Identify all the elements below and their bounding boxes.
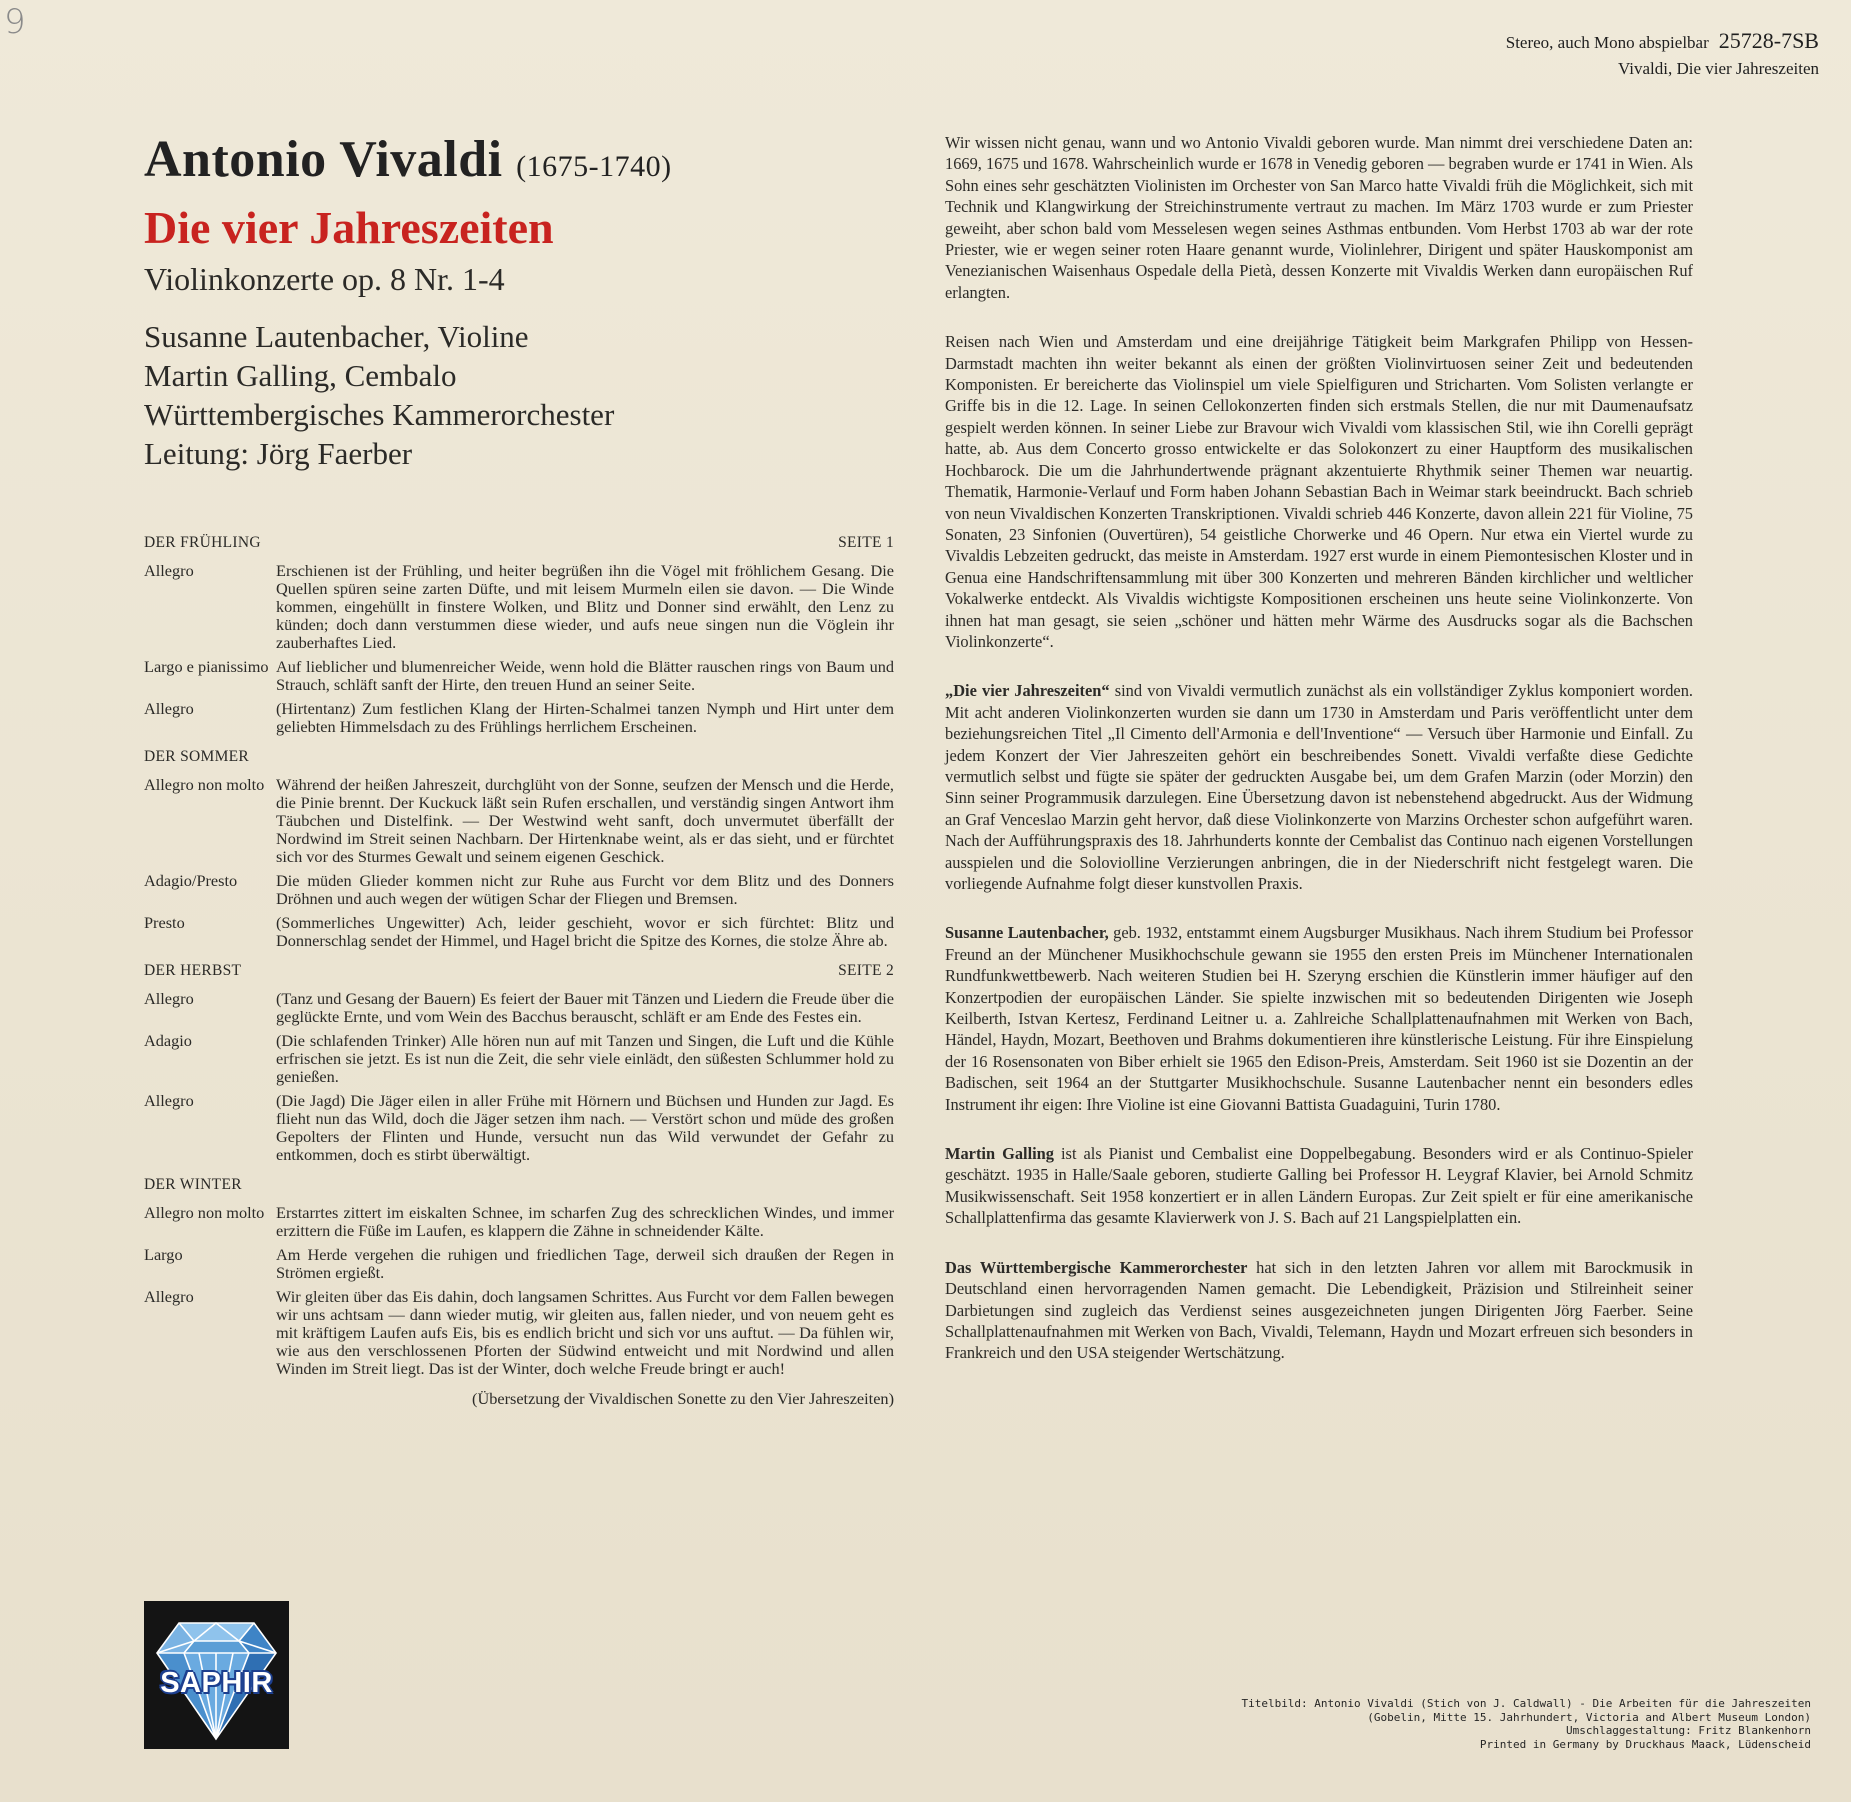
paragraph-body: hat sich in den letzten Jahren vor allem mit Barockmusik in Deutschland einen hervorragenden Namen gemacht. Die Lebendigkeit, Präzision und Stilreinheit seiner Darbietungen sind zugleich das Verdienst seines ausgezeichneten jungen Dirigenten Jörg Faerber. Seine Schallplattenaufnahmen mit Werken von Bach, Vivaldi, Telemann, Haydn und Mozart erfreuen sich besonders in Frankreich und den USA steigender Wertschätzung. (945, 1257, 1693, 1363)
movement-text: (Die Jagd) Die Jäger eilen in aller Frühe mit Hörnern und Büchsen und Hunden zur Jagd. Es flieht nun das Wild, doch die Jäger setzen ihm nach. — Verstört schon und müde des großen Gepolters der Flinten und Hunde, versucht nun das Wild verwundet der Gefahr zu entkommen, doch es stirbt überwältigt. (276, 1091, 894, 1164)
movement-text: (Die schlafenden Trinker) Alle hören nun auf mit Tanzen und Singen, die Luft und die Kühle erfrischen sie jetzt. Es ist nun die Zeit, die sehr viele einlädt, den süßesten Schlummer hold zu genießen. (276, 1031, 894, 1086)
paragraph-lead: Susanne Lautenbacher, (945, 923, 1109, 943)
composer-name: Antonio Vivaldi (144, 131, 503, 188)
credit-printer: Printed in Germany by Druckhaus Maack, Lüdenscheid (1479, 1737, 1811, 1751)
title-block (144, 130, 784, 473)
movement-tempo: Allegro non molto (144, 1203, 265, 1222)
movement-row (144, 1204, 894, 1240)
movement-tempo: Allegro (144, 1287, 194, 1306)
credits-block (1241, 1697, 1811, 1751)
movement-row (144, 1092, 894, 1164)
movement-row (144, 990, 894, 1026)
season-heading (144, 748, 894, 766)
season-title: DER SOMMER (144, 748, 250, 765)
season-block (144, 534, 894, 736)
season-heading (144, 962, 894, 980)
season-block (144, 1176, 894, 1378)
movement-row (144, 776, 894, 866)
movement-row (144, 1032, 894, 1086)
movement-text: Während der heißen Jahreszeit, durchglüht von der Sonne, seufzen der Mensch und die Herde, die Pinie brennt. Der Kuckuck läßt sein Rufen erschallen, und verständig singen Antwort ihm Täubchen und Distelfink. — Der Westwind weht sanft, doch unvermutet überfällt der Nordwind im Streit seinen Nachbarn. Der Hirtenknabe weint, als er das sieht, und er fürchtet sich vor des Sturmes Gewalt und seinem eigenen Geschick. (276, 775, 894, 866)
saphir-logo (144, 1601, 289, 1749)
work-subtitle: Violinkonzerte op. 8 Nr. 1-4 (144, 261, 505, 297)
side-label: SEITE 2 (838, 962, 894, 979)
liner-notes-column (945, 132, 1693, 1392)
work-title: Die vier Jahreszeiten (144, 202, 554, 253)
credit-gobelin: (Gobelin, Mitte 15. Jahrhundert, Victoria and Albert Museum London) (1367, 1710, 1811, 1724)
movement-row (144, 658, 894, 694)
sonnets-column (144, 534, 894, 1408)
composer-line (144, 130, 784, 197)
performer-conductor: Leitung: Jörg Faerber (144, 436, 413, 471)
playback-note: Stereo, auch Mono abspielbar (1505, 33, 1709, 52)
movement-tempo: Allegro (144, 699, 194, 718)
movement-tempo: Allegro (144, 561, 194, 580)
season-title: DER FRÜHLING (144, 534, 261, 551)
saphir-label: SAPHIR (160, 1667, 273, 1699)
liner-paragraph (945, 922, 1693, 1115)
movement-row (144, 562, 894, 652)
liner-paragraph (945, 132, 1693, 303)
liner-paragraph (945, 1143, 1693, 1229)
credit-design: Umschlaggestaltung: Fritz Blankenhorn (1565, 1724, 1811, 1737)
spine-title: Vivaldi, Die vier Jahreszeiten (1617, 59, 1819, 78)
movement-row (144, 1246, 894, 1282)
season-block (144, 962, 894, 1164)
season-heading (144, 1176, 894, 1194)
paragraph-lead: „Die vier Jahreszeiten“ (945, 681, 1110, 701)
season-block (144, 748, 894, 950)
composer-dates: (1675-1740) (516, 150, 672, 183)
movement-text: Am Herde vergehen die ruhigen und friedlichen Tage, derweil sich draußen der Regen in Strömen ergießt. (276, 1245, 894, 1282)
paragraph-body: Wir wissen nicht genau, wann und wo Antonio Vivaldi geboren wurde. Man nimmt drei verschiedene Daten an: 1669, 1675 und 1678. Wahrscheinlich wurde er 1678 in Venedig geboren — begraben wurde er 1741 in Wien. Als Sohn eines sehr geschätzten Violinisten im Orchester von San Marco hatte Vivaldi früh die Möglichkeit, sich mit Technik und Klangwirkung der Streichinstrumente vertraut zu machen. Im März 1703 wurde er zum Priester geweiht, aber schon bald vom Messelesen wegen seines Asthmas entbunden. Vom Herbst 1703 ab war der rote Priester, wie er wegen seiner roten Haare genannt wurde, Violinlehrer, Dirigent und später Hauskomponist am Venezianischen Waisenhaus Ospedale della Pietà, dessen Konzerte mit Vivaldis Werken dann europäischen Ruf erlangten. (945, 133, 1693, 302)
movement-tempo: Adagio/Presto (144, 871, 238, 890)
movement-row (144, 872, 894, 908)
movement-row (144, 914, 894, 950)
season-title: DER WINTER (144, 1176, 242, 1193)
movement-text: (Tanz und Gesang der Bauern) Es feiert der Bauer mit Tänzen und Liedern die Freude über die geglückte Ernte, und vom Wein des Bacchus berauscht, schläft er am Ende des Festes ein. (276, 989, 894, 1026)
translation-note: (Übersetzung der Vivaldischen Sonette zu den Vier Jahreszeiten) (472, 1389, 894, 1408)
paragraph-body: sind von Vivaldi vermutlich zunächst als ein vollständiger Zyklus komponiert worden. Mit acht anderen Violinkonzerten wurden sie dann um 1730 in Amsterdam und Paris veröffentlicht unter dem beziehungsreichen Titel „Il Cimento dell'Armonia e dell'Inventione“ — Versuch über Harmonie und Einfall. Zu jedem Konzert der Vier Jahreszeiten gehört ein beschreibendes Sonett. Vivaldi verfaßte diese Gedichte vermutlich selbst und fügte sie später der gedruckten Ausgabe bei, um dem Grafen Marzin (oder Morzin) den Sinn seiner Programmusik darzulegen. Eine Übersetzung davon ist nebenstehend abgedruckt. Aus der Widmung an Graf Venceslao Marzin geht hervor, daß diese Violinkonzerte von Marzins Orchester schon aufgeführt waren. Nach der Aufführungspraxis des 18. Jahrhunderts konnte der Cembalist das Continuo nach eigenen Vorstellungen ausspielen und die Soloviolline Verzierungen anbringen, die in der Niederschrift nicht festgelegt waren. Die vorliegende Aufnahme folgt dieser kunstvollen Praxis. (945, 681, 1693, 893)
liner-paragraph (945, 331, 1693, 652)
movement-text: Auf lieblicher und blumenreicher Weide, wenn hold die Blätter rauschen rings von Baum und Strauch, schläft sanft der Hirte, den treuen Hund an seiner Seite. (276, 657, 894, 694)
paragraph-lead: Martin Galling (945, 1144, 1054, 1164)
movement-row (144, 700, 894, 736)
movement-text: Erschienen ist der Frühling, und heiter begrüßen ihn die Vögel mit fröhlichem Gesang. Die Quellen spüren seine zarten Düfte, und mit leisem Murmeln eilen sie davon. — Die Winde kommen, eingehüllt in finstere Wolken, und Blitz und Donner sind erwählt, den Lenz zu künden; doch dann verstummen diese wieder, und aufs neue singen nun die Vöglein ihr zauberhaftes Lied. (276, 561, 894, 652)
movement-tempo: Allegro (144, 1091, 194, 1110)
side-label: SEITE 1 (838, 534, 894, 551)
season-title: DER HERBST (144, 962, 242, 979)
movement-row (144, 1288, 894, 1378)
performers-list (144, 317, 784, 473)
performer-orchestra: Württembergisches Kammerorchester (144, 397, 615, 432)
seasons-list (144, 534, 894, 1378)
paragraph-lead: Das Württembergische Kammerorchester (945, 1257, 1248, 1277)
pencil-mark: 9 (4, 2, 26, 42)
performer-harpsichord: Martin Galling, Cembalo (144, 358, 457, 393)
movement-tempo: Largo e pianissimo (144, 657, 269, 676)
movement-text: Erstarrtes zittert im eiskalten Schnee, im scharfen Zug des schrecklichen Windes, und immer erzittern die Füße im Laufen, es klappern die Zähne in schneidender Kälte. (276, 1203, 894, 1240)
credit-cover-image: Titelbild: Antonio Vivaldi (Stich von J. Caldwall) - Die Arbeiten für die Jahreszeiten (1241, 1697, 1811, 1710)
movement-text: Wir gleiten über das Eis dahin, doch langsamen Schrittes. Aus Furcht vor dem Fallen bewegen wir uns achtsam — dann wieder mutig, wir gleiten aus, fallen nieder, und von neuem geht es mit kräftigem Laufen aufs Eis, bis es endlich bricht und sich vor uns auftut. — Da fühlen wir, wie aus den verschlossenen Pforten der Südwind entweicht und mit Nordwind und allen Winden im Streit liegt. Das ist der Winter, doch welche Freude bringt er auch! (276, 1287, 894, 1378)
movement-text: (Sommerliches Ungewitter) Ach, leider geschieht, wovor er sich fürchtet: Blitz und Donnerschlag sendet der Himmel, und Hagel bricht die Spitze des Kornes, die stolze Ähre ab. (276, 913, 894, 950)
movement-text: Die müden Glieder kommen nicht zur Ruhe aus Furcht vor dem Blitz und des Donners Dröhnen und auch wegen der wütigen Schar der Fliegen und Bremsen. (276, 871, 894, 908)
liner-paragraph (945, 1257, 1693, 1364)
paragraph-body: ist als Pianist und Cembalist eine Doppelbegabung. Besonders wird er als Continuo-Spieler geschätzt. 1935 in Halle/Saale geboren, studierte Galling bei Professor H. Leygraf Klavier, bei Arnold Schmitz Musikwissenschaft. Seit 1958 konzertiert er in allen Ländern Europas. Zur Zeit spielt er für eine amerikanische Schallplattenfirma das gesamte Klavierwerk von J. S. Bach auf 21 Langspielplatten ein. (945, 1144, 1693, 1228)
liner-paragraph (945, 680, 1693, 894)
top-right-info (1506, 28, 1819, 82)
movement-tempo: Allegro (144, 989, 194, 1008)
movement-tempo: Adagio (144, 1031, 192, 1050)
performer-soloist: Susanne Lautenbacher, Violine (144, 319, 529, 354)
movement-text: (Hirtentanz) Zum festlichen Klang der Hirten-Schalmei tanzen Nymph und Hirt unter dem geliebten Himmelsdach zu des Frühlings herrlichem Erscheinen. (276, 699, 894, 736)
catalog-number: 25728-7SB (1718, 28, 1819, 53)
movement-tempo: Largo (144, 1245, 183, 1264)
paragraph-body: geb. 1932, entstammt einem Augsburger Musikhaus. Nach ihrem Studium bei Professor Freund an der Münchener Musikhochschule gewann sie 1955 den ersten Preis im Münchener Internationalen Rundfunkwettbewerb. Nach weiteren Studien bei H. Szeryng erschien die Künstlerin immer häufiger auf den Konzertpodien der europäischen Länder. Sie spielte inzwischen mit so bedeutenden Dirigenten wie Joseph Keilberth, Istvan Kertesz, Ferdinand Leitner u. a. Zahlreiche Schallplattenaufnahmen mit Werken von Bach, Händel, Haydn, Mozart, Beethoven und Brahms dokumentieren ihre künstlerische Leistung. Für ihre Einspielung der 16 Rosensonaten von Biber erhielt sie 1965 den Edison-Preis, Amsterdam. Seit 1960 ist sie Dozentin an der Badischen, seit 1964 an der Stuttgarter Musikhochschule. Susanne Lautenbacher nennt ein besonders edles Instrument ihr eigen: Ihre Violine ist eine Giovanni Battista Guadaguini, Turin 1780. (945, 923, 1693, 1114)
movement-tempo: Allegro non molto (144, 775, 265, 794)
movement-tempo: Presto (144, 913, 185, 932)
paragraph-body: Reisen nach Wien und Amsterdam und eine dreijährige Tätigkeit beim Markgrafen Philipp von Hessen-Darmstadt machten ihn weiter bekannt als einen der größten Violinvirtuosen seiner Zeit und bedeutenden Komponisten. Er bereicherte das Violinspiel um viele Spielfiguren und Stricharten. Vom Solisten verlangte er Griffe bis in die 12. Lage. In seinen Cellokonzerten finden sich erstmals Stellen, die nur mit Daumenaufsatz gespielt werden können. In seiner Liebe zur Bravour wich Vivaldi vom klassischen Stil, wie ihn Corelli geprägt hatte, ab. Aus dem Concerto grosso entwickelte er das Solokonzert zu einer Hauptform des musikalischen Hochbarock. Die um die Jahrhundertwende prägnant akzentuierte Rhythmik seiner Themen war neuartig. Thematik, Harmonie-Verlauf und Form haben Johann Sebastian Bach in Weimar stark beeindruckt. Bach schrieb von neun Vivaldischen Konzerten Transkriptionen. Vivaldi schrieb 446 Konzerte, davon allein 221 für Violine, 75 Sonaten, 23 Sinfonien (Ouvertüren), 54 geistliche Chorwerke und 46 Opern. Nur etwa ein Viertel wurde zu Vivaldis Lebzeiten gedruckt, das meiste in Amsterdam. 1927 erst wurde in einem Piemontesischen Kloster und in Genua eine Handschriftensammlung mit über 300 Konzerten und mehreren Bänden kirchlicher und weltlicher Vokalwerke entdeckt. Als Vivaldis wichtigste Kompositionen erscheinen uns heute seine Violinkonzerte. Von ihnen hat man gesagt, sie seien „schöner und hätten mehr Wärme des Ausdrucks sogar als die Bachschen Violinkonzerte“. (945, 332, 1693, 651)
season-heading (144, 534, 894, 552)
